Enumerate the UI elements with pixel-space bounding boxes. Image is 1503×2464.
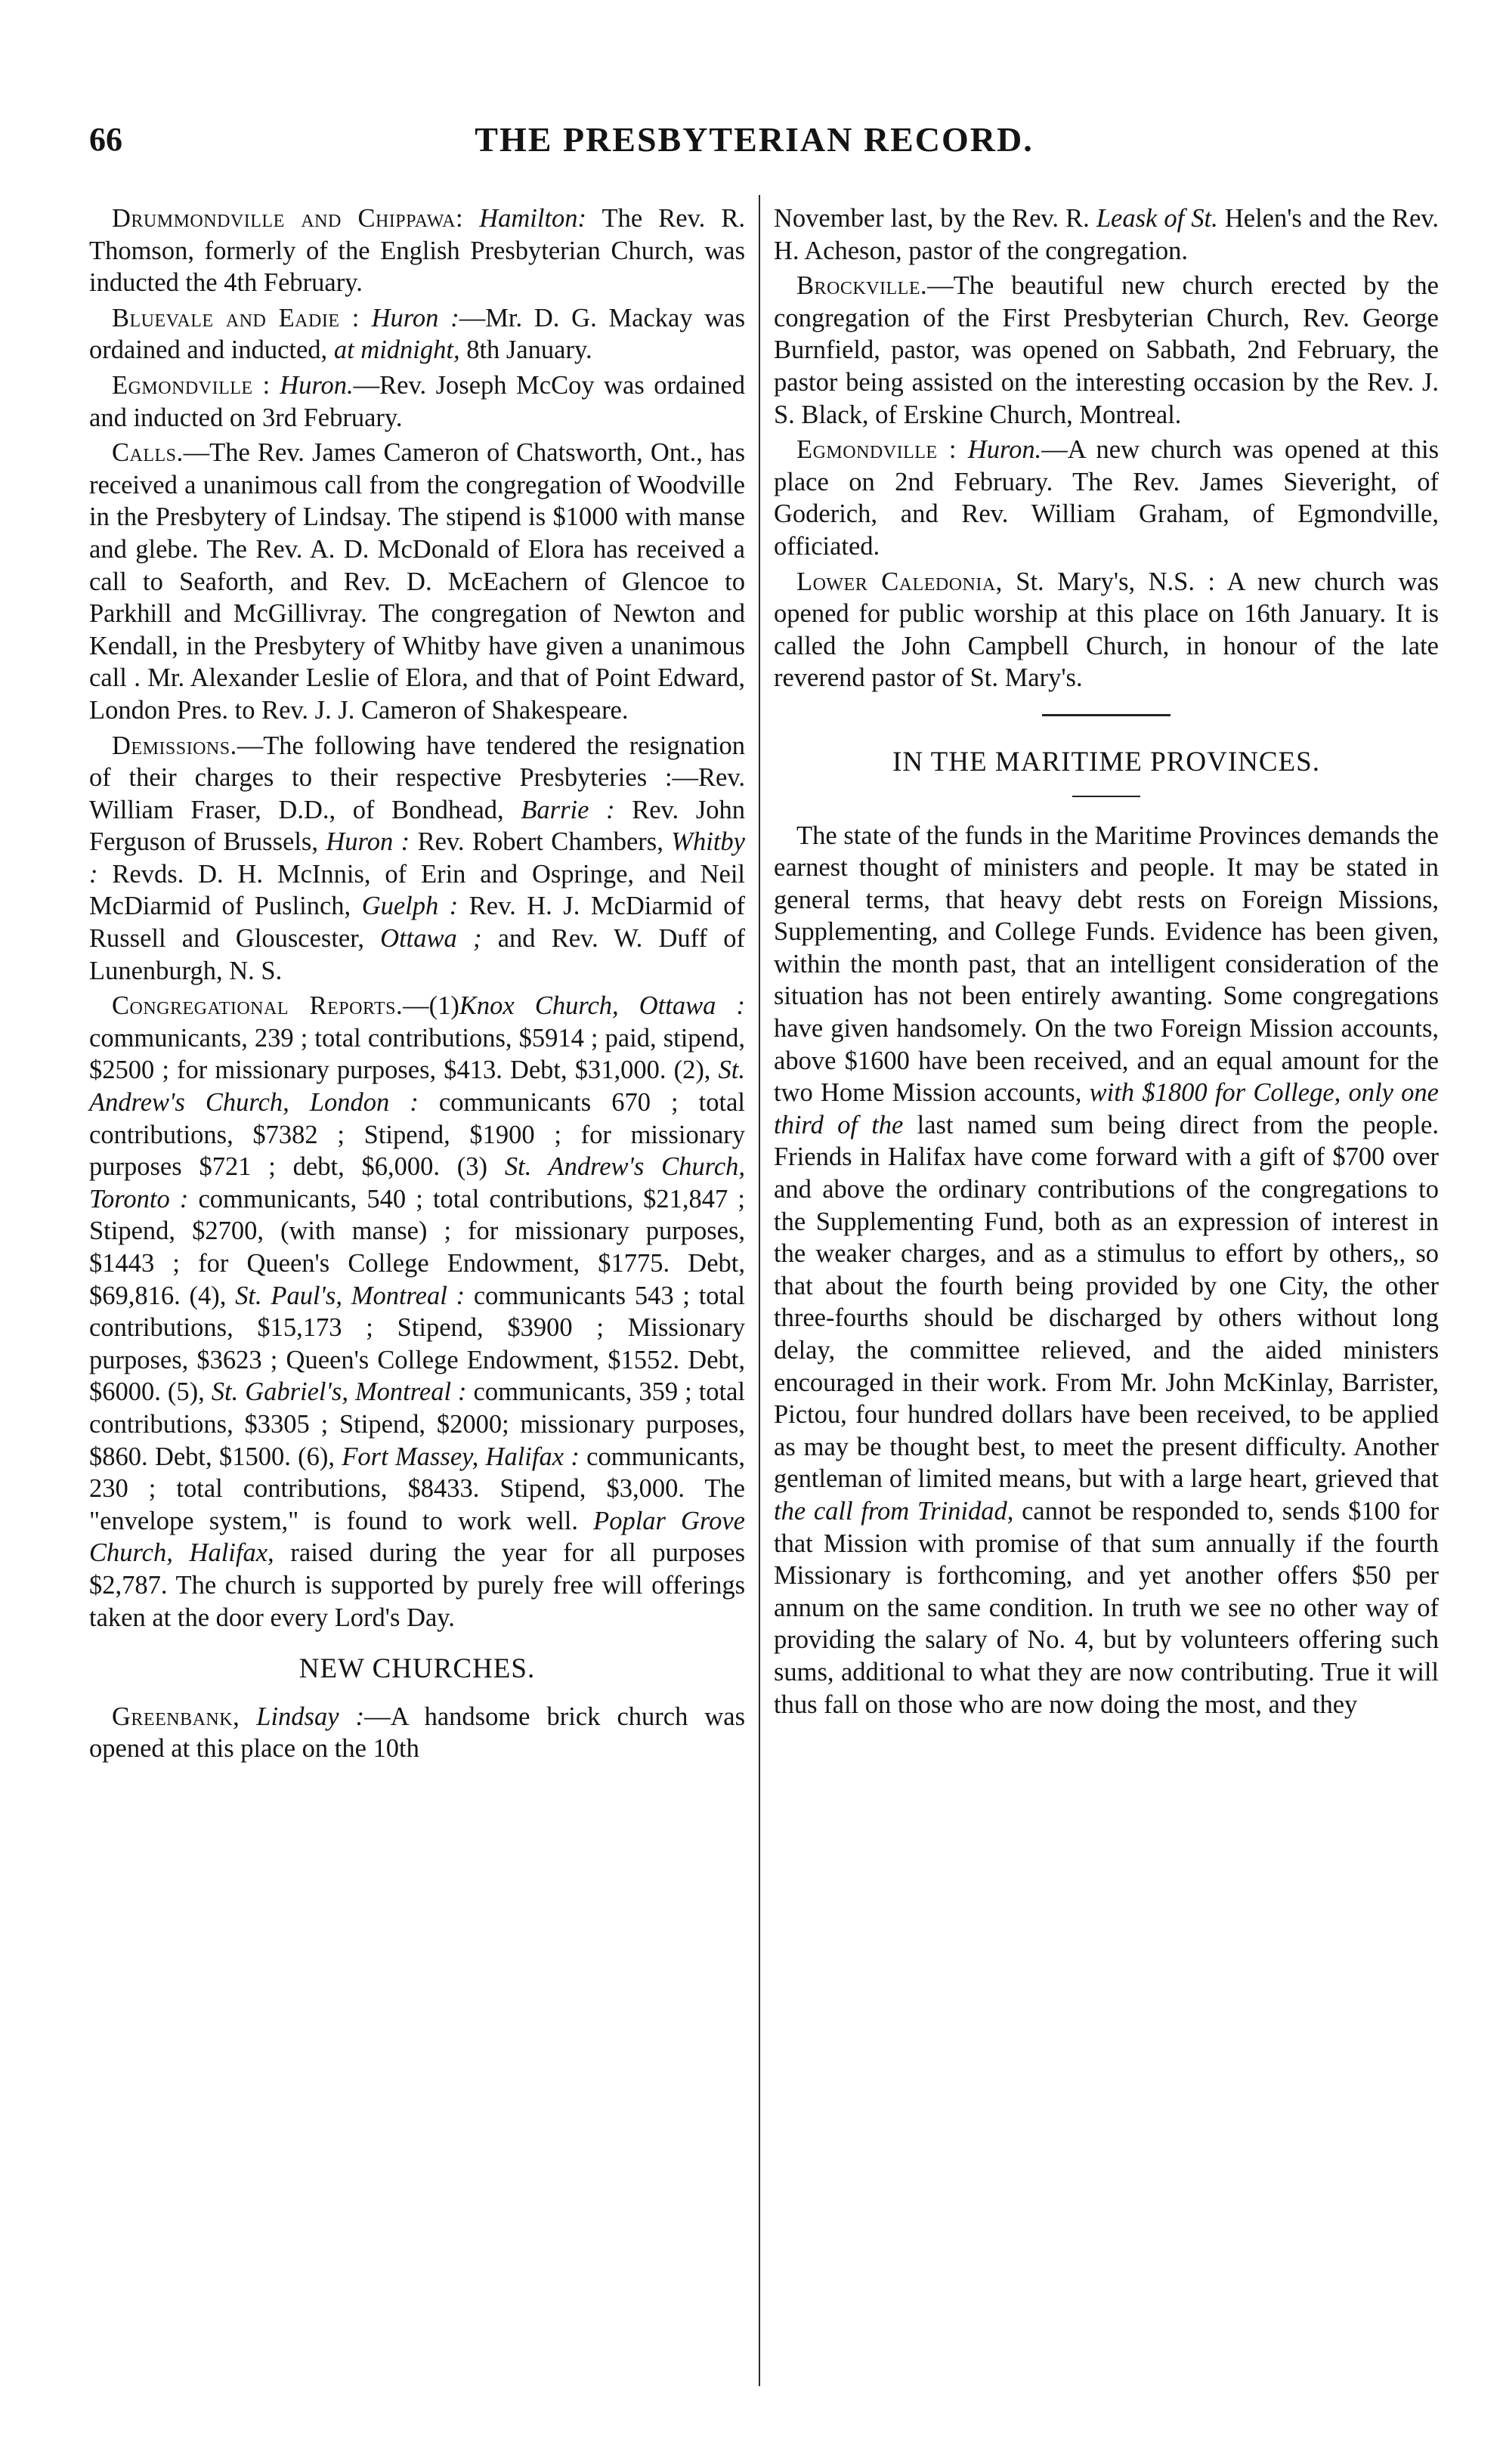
place-heading: Egmondville : <box>796 435 957 465</box>
article-drummondville <box>89 202 745 299</box>
article-greenbank-continued <box>774 202 1439 267</box>
article-egmondville-church <box>774 434 1439 562</box>
article-body: —(1) <box>403 991 459 1021</box>
emphasis-text: with $1800 for College, only one third of the <box>774 1078 1439 1139</box>
emphasis-text: Leask of St. <box>1096 204 1218 233</box>
article-body: communicants 543 ; total contributions, $15,173 ; Stipend, $3900 ; Missionary purposes, $3623 ; Queen's College Endowment, $1552. Debt, $6000. (5), <box>89 1281 746 1407</box>
article-body: communicants, 239 ; total contributions, $5914 ; paid, stipend, $2500 ; for missionary purposes, $413. Debt, $31,000. (2), <box>89 1023 745 1085</box>
article-body: cannot be responded to, sends $100 for that Mission with promise of that sum annually if the fourth Missionary is forthcoming, and yet another offers $50 per annum on the same condition. In truth we see no other way of providing the salary of No. 4, but by volunteers offering such sums, additional to what they are now contributing. True it will thus fall on those who are now doing the most, and they <box>774 1496 1439 1719</box>
article-brockville <box>774 270 1439 431</box>
article-lower-caledonia <box>774 566 1439 694</box>
section-heading-maritime: IN THE MARITIME PROVINCES. <box>892 746 1320 778</box>
article-body: —A new church was opened at this place on 2nd February. The Rev. James Sieveright, of Goderich, and Rev. William Graham, of Egmondville, officiated. <box>774 435 1439 561</box>
article-body: —The following have tendered the resignation of their charges to their respective Presbyteries :—Rev. William Fraser, D.D., of Bondhead, <box>89 731 745 824</box>
emphasis-text: at midnight, <box>333 335 460 365</box>
article-greenbank <box>89 1701 745 1765</box>
presbytery-name: Lindsay : <box>256 1702 365 1731</box>
church-name: St. Andrew's Church, London : <box>89 1056 746 1118</box>
place-heading: Lower Caledonia, <box>796 567 1003 596</box>
article-body: raised during the year for all purposes $2,787. The church is supported by purely free will offerings taken at the door every Lord's Day. <box>89 1538 746 1632</box>
article-body: Helen's and the Rev. H. Acheson, pastor of the congregation. <box>774 204 1439 265</box>
article-body: communicants, 230 ; total contributions, $8433. Stipend, $3,000. The "envelope system," is found to work well. <box>89 1442 746 1535</box>
section-lead-heading: Calls. <box>112 438 184 468</box>
article-body: Rev. Robert Chambers, <box>417 827 663 857</box>
presbytery-name: Hamilton: <box>479 204 587 233</box>
section-divider <box>1042 714 1171 716</box>
place-heading: Egmondville : <box>112 370 271 400</box>
place-heading: Brockville. <box>796 271 928 301</box>
church-name: St. Gabriel's, Montreal : <box>211 1377 467 1407</box>
section-heading-new-churches: NEW CHURCHES. <box>298 1653 536 1685</box>
article-body: last named sum being direct from the people. Friends in Halifax have come forward with a gift of $700 over and above the ordinary contributions of the congregations to the Supplementing Fund, both as an expression of interest in the weaker charges, and as a stimulus to effort by others,, so that about the fourth being provided by one City, the other three-fourths should be discharged by others without long delay, the committee relieved, and the aided ministers encouraged in their work. From Mr. John McKinlay, Barrister, Pictou, four hundred dollars have been received, to be applied as may be thought best, to meet the present difficulty. Another gentleman of limited means, but with a large heart, grieved that <box>774 1110 1439 1494</box>
article-body: —Mr. D. G. Mackay was ordained and inducted, <box>89 303 746 365</box>
place-heading: Bluevale and Eadie : <box>112 303 360 332</box>
section-lead-heading: Congregational Reports. <box>112 991 404 1021</box>
article-body: communicants 670 ; total contributions, $7382 ; Stipend, $1900 ; for missionary purposes $721 ; debt, $6,000. (3) <box>89 1088 746 1182</box>
article-body: The state of the funds in the Maritime Provinces demands the earnest thought of ministers and people. It may be stated in general terms, that heavy debt rests on Foreign Missions, Supplementing, and College Funds. Evidence has been given, within the month past, that an intelligent consideration of the situation has not been entirely awanting. Some congregations have given handsomely. On the two Foreign Mission accounts, above $1600 have been received, and an equal amount for the two Home Mission accounts, <box>774 821 1439 1108</box>
article-body: and Rev. W. Duff of Lunenburgh, N. S. <box>89 924 745 985</box>
church-name: St. Paul's, Montreal : <box>235 1281 465 1310</box>
column-divider <box>759 195 760 2386</box>
presbytery-name: Huron. <box>967 435 1042 465</box>
article-body: St. Mary's, N.S. : A new church was opened for public worship at this place on 16th January. It is called the John Campbell Church, in honour of the late reverend pastor of St. Mary's. <box>774 567 1439 693</box>
article-demissions <box>89 730 745 988</box>
article-maritime-funds <box>774 820 1439 1721</box>
article-body: Rev. John Ferguson of Brussels, <box>89 795 746 857</box>
right-column <box>774 202 1439 1724</box>
article-body: —The Rev. James Cameron of Chatsworth, Ont., has received a unanimous call from the congregation of Woodville in the Presbytery of Lindsay. The stipend is $1000 with manse and glebe. The Rev. A. D. McDonald of Elora has received a call to Seaforth, and Rev. D. McEachern of Glencoe to Parkhill and McGillivray. The congregation of Newton and Kendall, in the Presbytery of Whitby have given a unanimous call . Mr. Alexander Leslie of Elora, and that of Point Edward, London Pres. to Rev. J. J. Cameron of Shakespeare. <box>89 438 745 725</box>
church-name: St. Andrew's Church, Toronto : <box>89 1152 746 1213</box>
place-heading: Greenbank, <box>112 1702 240 1731</box>
section-lead-heading: Demissions. <box>112 731 237 760</box>
presbytery-name: Whitby : <box>89 827 745 889</box>
page-header <box>89 113 1419 166</box>
presbytery-name: Huron. <box>280 370 354 400</box>
article-calls <box>89 437 745 726</box>
presbytery-name: Ottawa ; <box>380 924 482 954</box>
article-body: Revds. D. H. McInnis, of Erin and Ospringe, and Neil McDiarmid of Puslinch, <box>89 859 745 921</box>
article-body: November last, by the Rev. R. <box>774 204 1090 233</box>
article-body: The Rev. R. Thomson, formerly of the English Presbyterian Church, was inducted the 4th February. <box>89 204 745 298</box>
article-bluevale <box>89 302 745 366</box>
article-body: communicants, 540 ; total contributions, $21,847 ; Stipend, $2700, (with manse) ; for missionary purposes, $1443 ; for Queen's College Endowment, $1775. Debt, $69,816. (4), <box>89 1184 746 1310</box>
church-name: Fort Massey, Halifax : <box>342 1442 580 1471</box>
article-body: Rev. H. J. McDiarmid of Russell and Glouscester, <box>89 892 746 954</box>
presbytery-name: Barrie : <box>521 795 615 824</box>
article-body: communicants, 359 ; total contributions, $3305 ; Stipend, $2000; missionary purposes, $860. Debt, $1500. (6), <box>89 1377 746 1471</box>
presbytery-name: Guelph : <box>361 892 459 921</box>
place-heading: Drummondville and Chippawa: <box>112 204 464 233</box>
section-divider <box>1072 796 1140 797</box>
church-name: Knox Church, Ottawa : <box>459 991 745 1021</box>
emphasis-text: the call from Trinidad, <box>774 1496 1014 1526</box>
church-name: Poplar Grove Church, Halifax, <box>89 1506 745 1568</box>
article-egmondville-ordination <box>89 369 745 434</box>
presbytery-name: Huron : <box>326 827 410 857</box>
presbytery-name: Huron : <box>371 303 459 332</box>
article-body: —Rev. Joseph McCoy was ordained and inducted on 3rd February. <box>89 370 745 432</box>
left-column <box>89 202 745 1768</box>
article-body: —The beautiful new church erected by the congregation of the First Presbyterian Church, Rev. George Burnfield, pastor, was opened on Sabbath, 2nd February, the pastor being assisted on the interesting occasion by the Rev. J. S. Black, of Erskine Church, Montreal. <box>774 271 1439 429</box>
running-title: THE PRESBYTERIAN RECORD. <box>475 120 1034 159</box>
article-congregational-reports <box>89 990 745 1634</box>
article-body: 8th January. <box>466 335 592 365</box>
page-number: 66 <box>89 121 122 158</box>
article-body: —A handsome brick church was opened at this place on the 10th <box>89 1702 746 1764</box>
